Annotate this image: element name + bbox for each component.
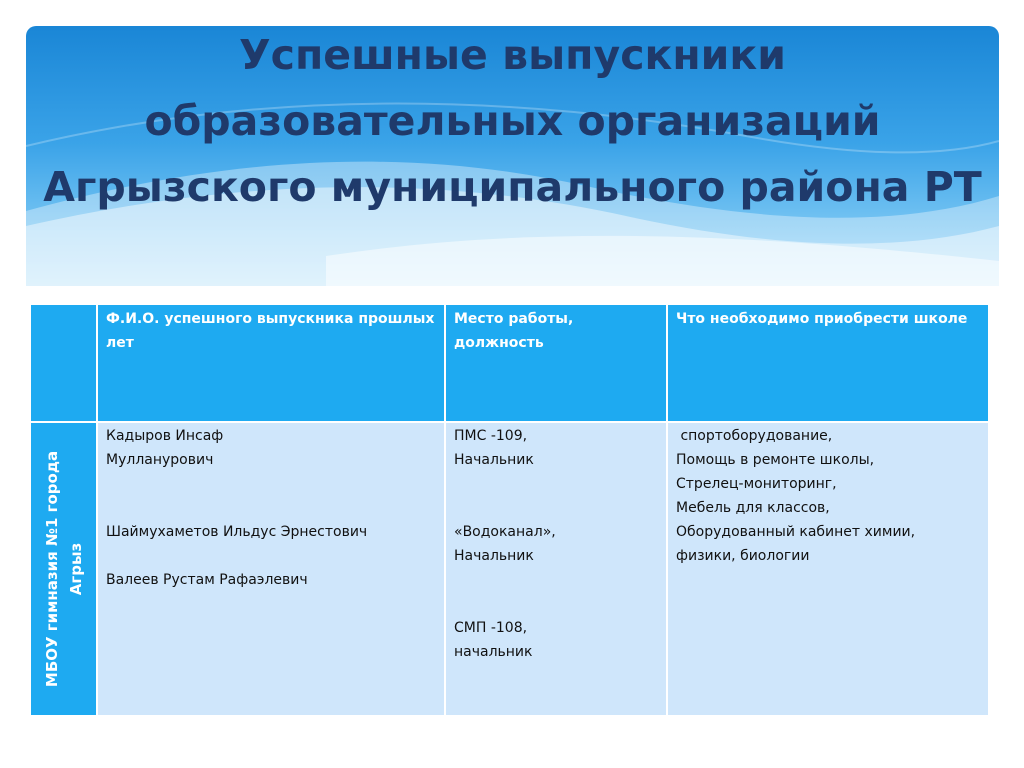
graduate-line: Кадыров Инсаф: [106, 428, 224, 444]
need-line: физики, биологии: [676, 548, 810, 564]
graduate-line: Валеев Рустам Рафаэлевич: [106, 572, 308, 588]
graduate-line: [106, 496, 436, 520]
workplace-line: Начальник: [454, 452, 534, 468]
graduates-cell: [97, 422, 445, 716]
workplace-line: СМП -108,: [454, 620, 528, 636]
slide-title: Успешные выпускники образовательных организаций Агрызского муниципального района РТ: [43, 31, 982, 211]
need-line: Стрелец-мониторинг,: [676, 476, 837, 492]
header-cell-name: Ф.И.О. успешного выпускника прошлых лет: [97, 304, 445, 422]
needs-cell: [667, 422, 989, 716]
workplace-line: [454, 472, 658, 496]
graduate-line: [106, 544, 436, 568]
table-header-row: [30, 304, 989, 422]
workplace-line: [454, 496, 658, 520]
school-cell: [30, 422, 97, 716]
workplace-line: Начальник: [454, 548, 534, 564]
workplace-line: [454, 592, 658, 616]
need-line: Оборудованный кабинет химии,: [676, 524, 916, 540]
workplaces-cell: [445, 422, 667, 716]
workplace-line: «Водоканал»,: [454, 524, 556, 540]
header-cell-empty: [30, 304, 97, 422]
need-line: спортоборудование,: [676, 428, 833, 444]
graduate-line: Шаймухаметов Ильдус Эрнестович: [106, 524, 368, 540]
graduate-line: Мулланурович: [106, 452, 214, 468]
need-line: Мебель для классов,: [676, 500, 830, 516]
workplace-line: [454, 568, 658, 592]
graduates-table: [29, 303, 990, 717]
graduate-line: [106, 472, 436, 496]
header-cell-needs: Что необходимо приобрести школе: [667, 304, 989, 422]
workplace-line: начальник: [454, 644, 533, 660]
table-row: [30, 422, 989, 716]
need-line: Помощь в ремонте школы,: [676, 452, 875, 468]
workplace-line: ПМС -109,: [454, 428, 528, 444]
school-name: МБОУ гимназия №1 города Агрыз: [42, 450, 85, 688]
header-cell-workplace: Место работы, должность: [445, 304, 667, 422]
